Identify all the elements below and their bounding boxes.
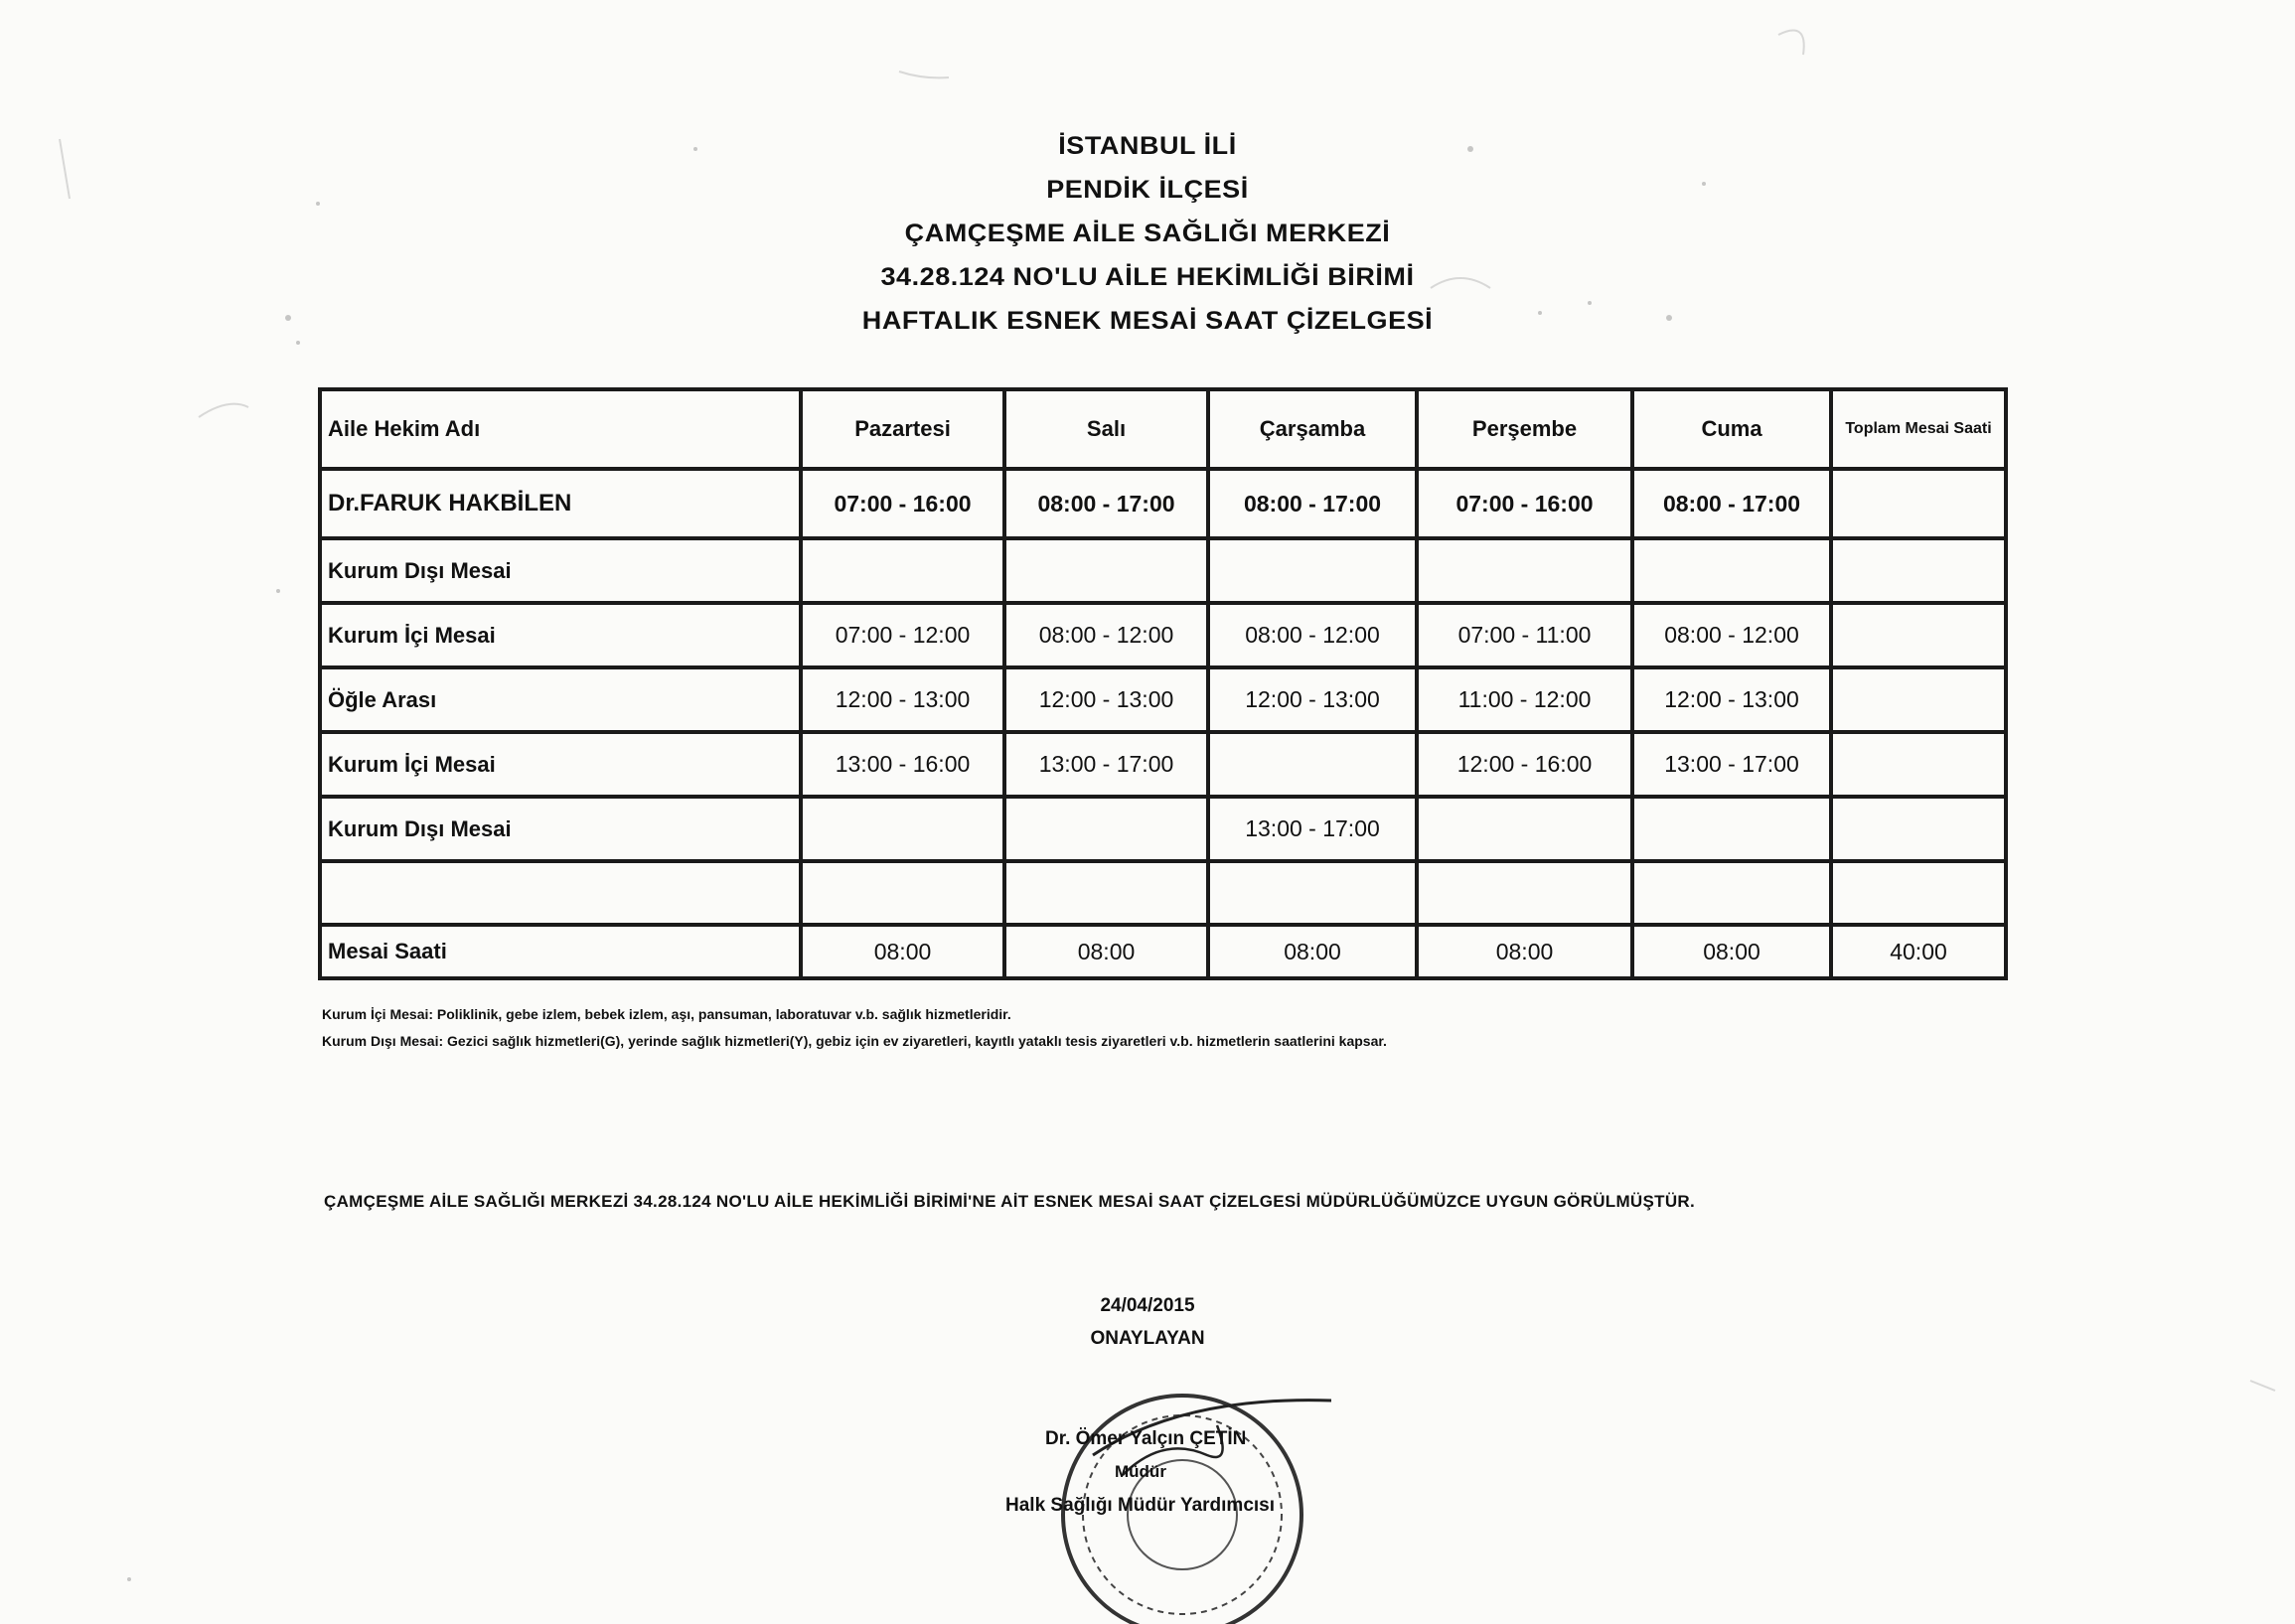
table-header-row — [320, 389, 2006, 469]
table-cell: 13:00 - 17:00 — [1632, 732, 1831, 797]
table-cell — [801, 861, 1004, 925]
table-cell: 08:00 — [1208, 925, 1417, 978]
table-cell: 12:00 - 16:00 — [1417, 732, 1632, 797]
table-row — [320, 538, 2006, 603]
table-cell — [1632, 797, 1831, 861]
row-label: Kurum Dışı Mesai — [320, 538, 801, 603]
header-district: PENDİK İLÇESİ — [1046, 176, 1249, 204]
table-cell — [1632, 861, 1831, 925]
weekly-schedule-table — [318, 387, 2008, 980]
seal-name: Dr. Ömer Yalçın ÇETİN — [1045, 1428, 1247, 1449]
table-cell — [1831, 603, 2006, 667]
header-province: İSTANBUL İLİ — [1058, 132, 1237, 160]
table-cell — [1417, 538, 1632, 603]
row-label: Kurum İçi Mesai — [320, 603, 801, 667]
approval-statement: ÇAMÇEŞME AİLE SAĞLIĞI MERKEZİ 34.28.124 NO'LU AİLE HEKİMLİĞİ BİRİMİ'NE AİT ESNEK MESAİ SAAT ÇİZELGESİ MÜDÜRLÜĞÜMÜZCE UYGUN GÖRÜLMÜŞTÜR. — [324, 1192, 1696, 1211]
seal-title: Müdür — [1115, 1462, 1166, 1481]
row-label: Kurum İçi Mesai — [320, 732, 801, 797]
table-row — [320, 469, 2006, 538]
table-cell: 11:00 - 12:00 — [1417, 667, 1632, 732]
table-cell: 08:00 - 12:00 — [1208, 603, 1417, 667]
row-label: Kurum Dışı Mesai — [320, 797, 801, 861]
table-cell: 07:00 - 11:00 — [1417, 603, 1632, 667]
column-header: Pazartesi — [801, 389, 1004, 469]
table-row — [320, 861, 2006, 925]
footnote-internal: Kurum İçi Mesai: Poliklinik, gebe izlem, bebek izlem, aşı, pansuman, laboratuvar v.b. sağlık hizmetleridir. — [322, 1006, 1011, 1022]
table-cell: 12:00 - 13:00 — [801, 667, 1004, 732]
column-header: Salı — [1004, 389, 1208, 469]
table-cell — [1831, 538, 2006, 603]
table-cell: 07:00 - 16:00 — [1417, 469, 1632, 538]
table-total-row — [320, 925, 2006, 978]
table-cell: 08:00 - 17:00 — [1004, 469, 1208, 538]
table-cell — [1208, 732, 1417, 797]
table-cell — [801, 538, 1004, 603]
document-header — [0, 124, 2295, 343]
table-cell: 12:00 - 13:00 — [1208, 667, 1417, 732]
table-cell: 12:00 - 13:00 — [1632, 667, 1831, 732]
table-row — [320, 603, 2006, 667]
header-unit: 34.28.124 NO'LU AİLE HEKİMLİĞİ BİRİMİ — [880, 263, 1415, 291]
table-cell: 07:00 - 16:00 — [801, 469, 1004, 538]
table-cell — [1208, 861, 1417, 925]
table-row — [320, 667, 2006, 732]
table-row — [320, 732, 2006, 797]
table-cell — [1831, 469, 2006, 538]
table-cell: 08:00 — [1632, 925, 1831, 978]
approver-label: ONAYLAYAN — [1090, 1328, 1205, 1349]
table-cell — [1004, 538, 1208, 603]
row-label: Öğle Arası — [320, 667, 801, 732]
table-cell: 12:00 - 13:00 — [1004, 667, 1208, 732]
footnotes — [322, 1001, 1387, 1055]
table-cell: 08:00 - 17:00 — [1632, 469, 1831, 538]
table-cell — [1831, 861, 2006, 925]
table-cell: 13:00 - 17:00 — [1208, 797, 1417, 861]
column-header: Toplam Mesai Saati — [1831, 389, 2006, 469]
table-cell — [1417, 797, 1632, 861]
column-header: Aile Hekim Adı — [320, 389, 801, 469]
table-cell: 08:00 - 12:00 — [1004, 603, 1208, 667]
table-cell: 08:00 — [801, 925, 1004, 978]
table-cell: 13:00 - 16:00 — [801, 732, 1004, 797]
column-header: Cuma — [1632, 389, 1831, 469]
table-cell: 08:00 — [1004, 925, 1208, 978]
table-cell: 40:00 — [1831, 925, 2006, 978]
table-cell: 07:00 - 12:00 — [801, 603, 1004, 667]
header-health-center: ÇAMÇEŞME AİLE SAĞLIĞI MERKEZİ — [904, 220, 1391, 247]
table-cell — [1208, 538, 1417, 603]
signature-block — [0, 1289, 2295, 1355]
table-cell — [1417, 861, 1632, 925]
header-title: HAFTALIK ESNEK MESAİ SAAT ÇİZELGESİ — [861, 307, 1434, 335]
doctor-name: Dr.FARUK HAKBİLEN — [320, 469, 801, 538]
row-label — [320, 861, 801, 925]
seal-role: Halk Sağlığı Müdür Yardımcısı — [1005, 1495, 1276, 1516]
total-row-label: Mesai Saati — [320, 925, 801, 978]
table-cell: 08:00 - 12:00 — [1632, 603, 1831, 667]
table-cell — [801, 797, 1004, 861]
approval-date: 24/04/2015 — [1100, 1295, 1195, 1316]
table-cell — [1831, 667, 2006, 732]
table-cell — [1831, 732, 2006, 797]
table-cell: 13:00 - 17:00 — [1004, 732, 1208, 797]
table-cell: 08:00 - 17:00 — [1208, 469, 1417, 538]
table-cell — [1004, 861, 1208, 925]
table-cell — [1632, 538, 1831, 603]
column-header: Perşembe — [1417, 389, 1632, 469]
table-cell — [1004, 797, 1208, 861]
column-header: Çarşamba — [1208, 389, 1417, 469]
table-cell: 08:00 — [1417, 925, 1632, 978]
table-row — [320, 797, 2006, 861]
footnote-external: Kurum Dışı Mesai: Gezici sağlık hizmetleri(G), yerinde sağlık hizmetleri(Y), gebiz için ev ziyaretleri, kayıtlı yataklı tesis ziyaretleri v.b. hizmetlerin saatlerini kapsar. — [322, 1033, 1387, 1049]
table-cell — [1831, 797, 2006, 861]
